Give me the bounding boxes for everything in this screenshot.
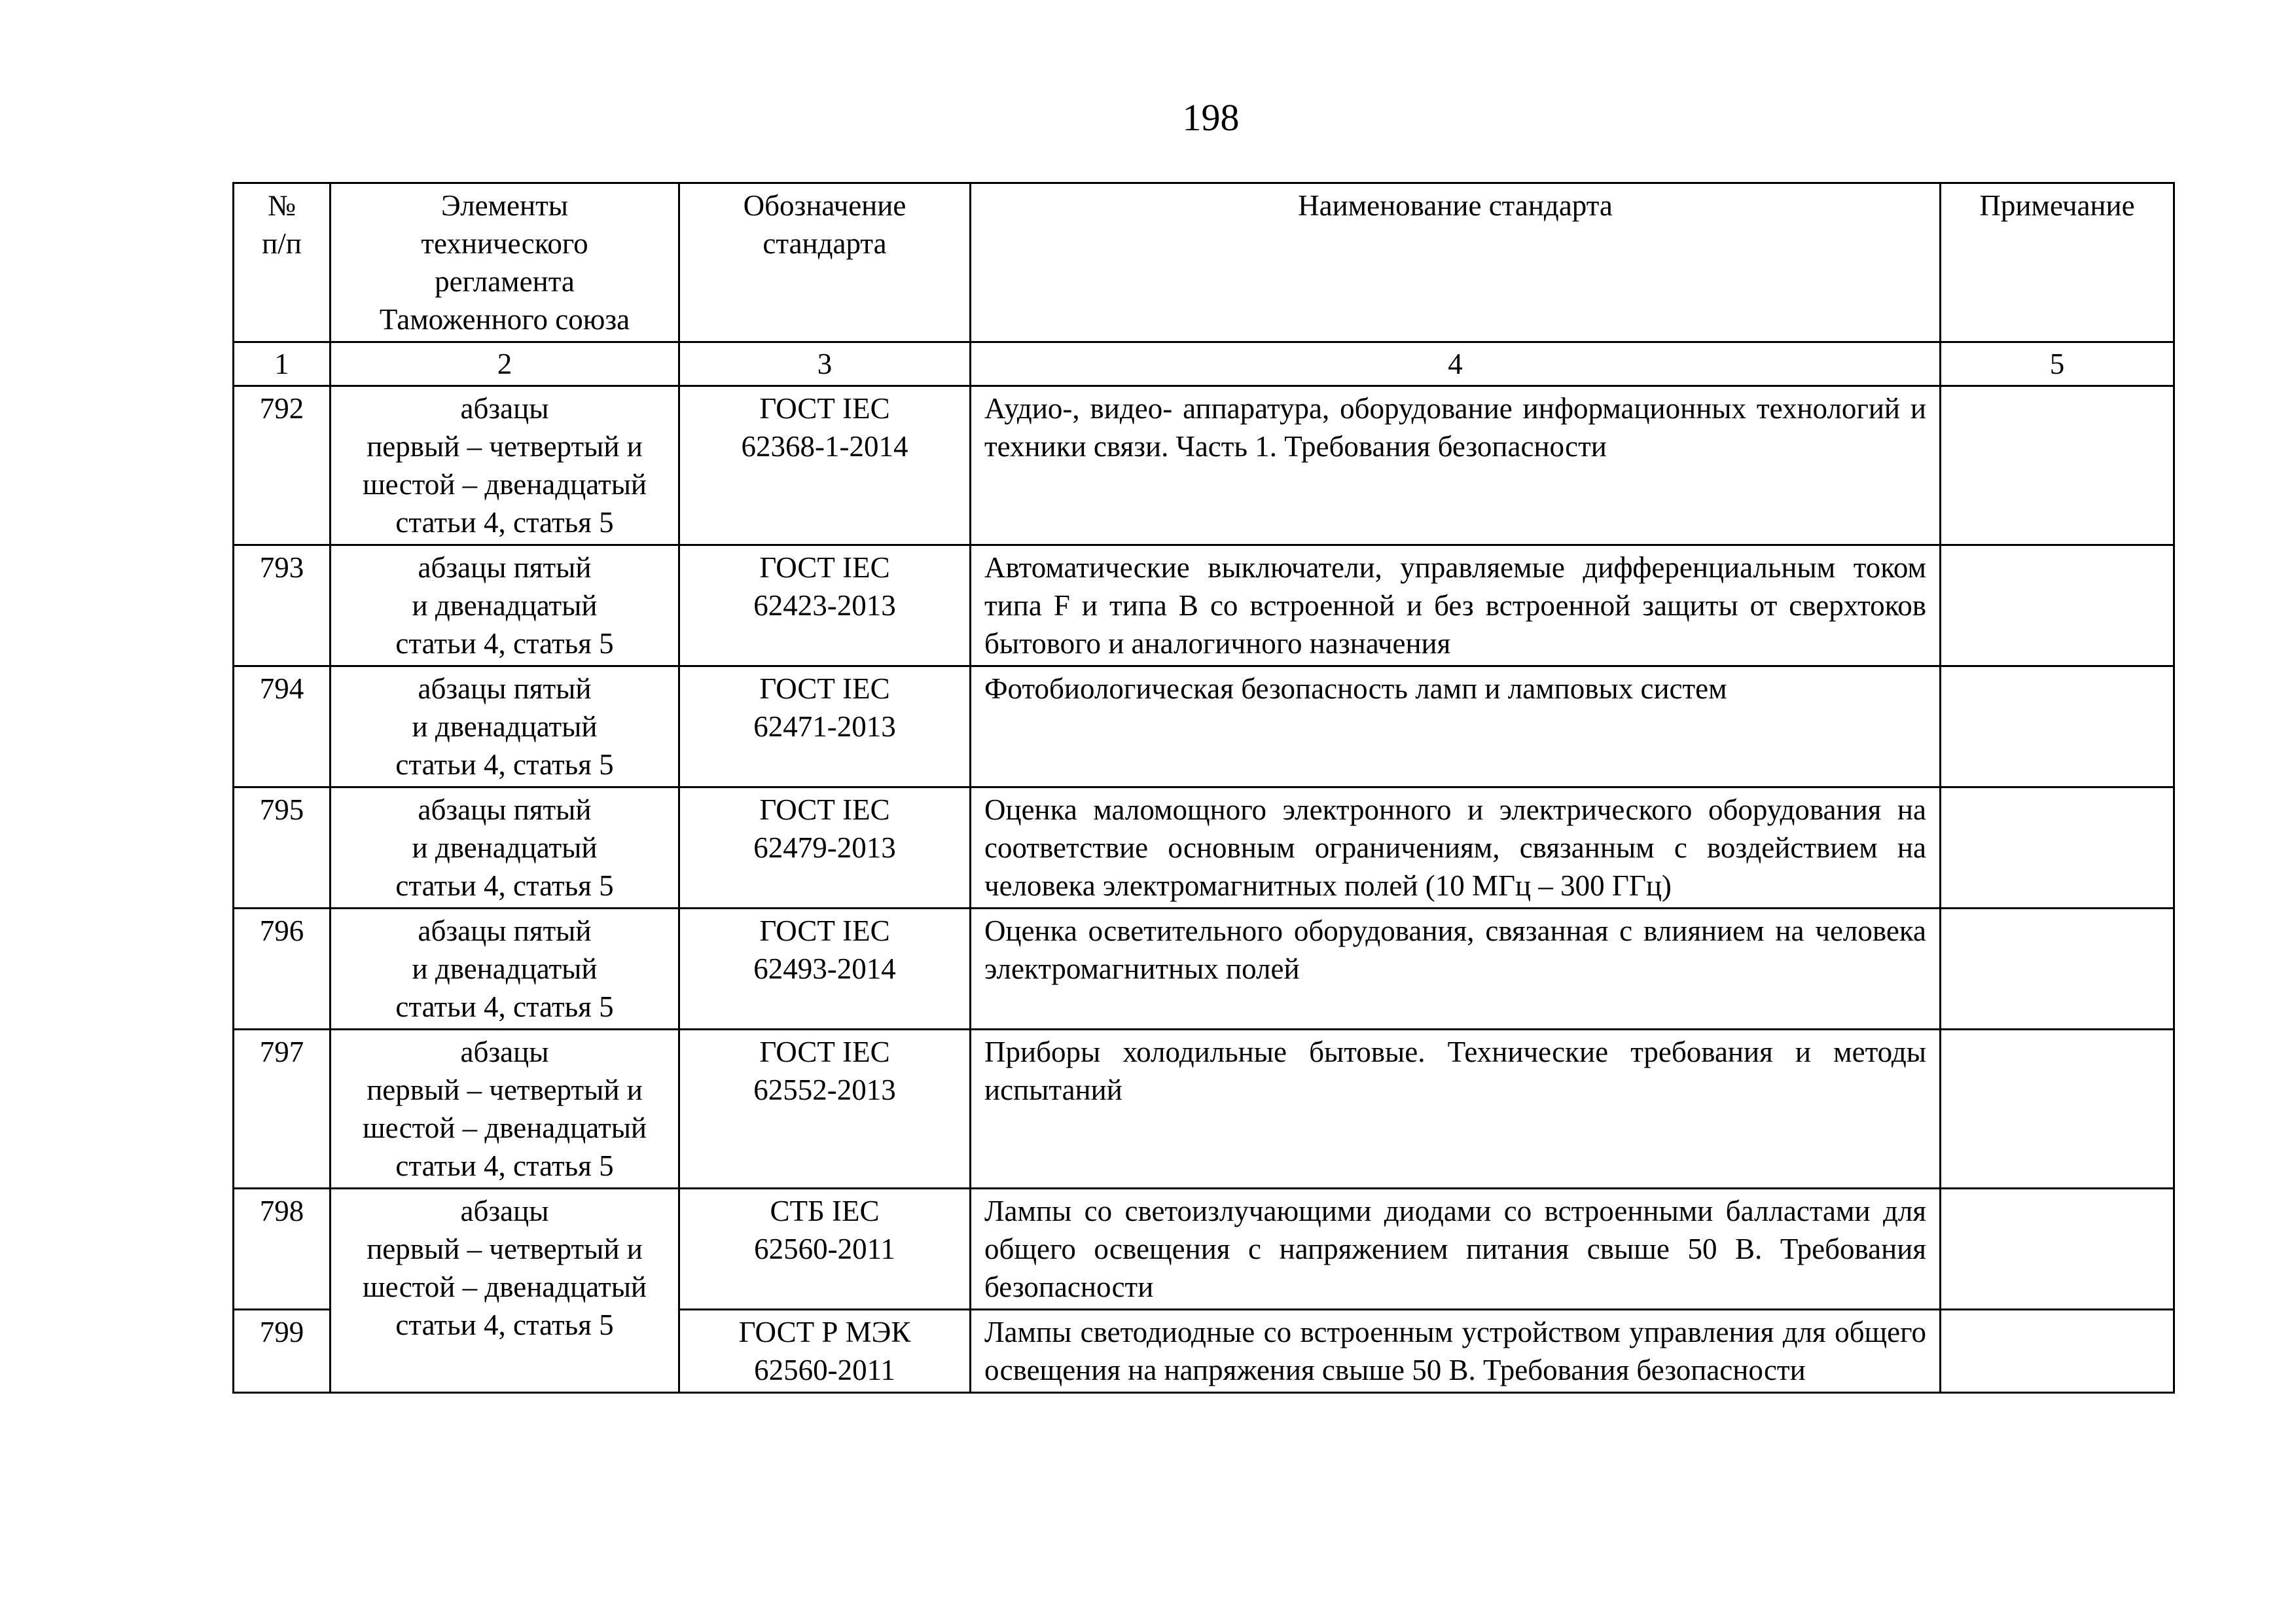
row-number: 795 — [234, 787, 331, 909]
note — [1941, 1189, 2174, 1310]
table-row — [234, 787, 2174, 909]
standards-table — [232, 182, 2175, 1394]
row-number: 796 — [234, 909, 331, 1030]
header-standard-designation: Обозначение стандарта — [679, 183, 971, 342]
table-row — [234, 386, 2174, 545]
standard-name: Лампы светодиодные со встроенным устройством управления для общего освещения на напряжения свыше 50 В. Требования безопасности — [971, 1310, 1941, 1393]
row-number: 793 — [234, 545, 331, 666]
standard-designation: ГОСТ IEC 62479-2013 — [679, 787, 971, 909]
regulation-elements: абзацы первый – четвертый и шестой – двенадцатый статьи 4, статья 5 — [331, 386, 679, 545]
regulation-elements: абзацы первый – четвертый и шестой – двенадцатый статьи 4, статья 5 — [331, 1030, 679, 1189]
column-number: 3 — [679, 342, 971, 386]
note — [1941, 1030, 2174, 1189]
standard-name: Лампы со светоизлучающими диодами со встроенными балластами для общего освещения с напряжением питания свыше 50 В. Требования безопасности — [971, 1189, 1941, 1310]
standard-designation: ГОСТ Р МЭК 62560-2011 — [679, 1310, 971, 1393]
note — [1941, 787, 2174, 909]
note — [1941, 386, 2174, 545]
standard-name: Фотобиологическая безопасность ламп и ламповых систем — [971, 666, 1941, 787]
column-number: 4 — [971, 342, 1941, 386]
column-number-row — [234, 342, 2174, 386]
table-row — [234, 666, 2174, 787]
page-number: 198 — [1182, 96, 1240, 139]
standard-designation: ГОСТ IEC 62368-1-2014 — [679, 386, 971, 545]
table-row — [234, 909, 2174, 1030]
standard-name: Оценка маломощного электронного и электрического оборудования на соответствие основным ограничениям, связанным с воздействием на человека электромагнитных полей (10 МГц – 300 ГГц) — [971, 787, 1941, 909]
note — [1941, 1310, 2174, 1393]
regulation-elements: абзацы пятый и двенадцатый статьи 4, статья 5 — [331, 666, 679, 787]
regulation-elements: абзацы пятый и двенадцатый статьи 4, статья 5 — [331, 787, 679, 909]
standard-name: Аудио-, видео- аппаратура, оборудование информационных технологий и техники связи. Часть 1. Требования безопасности — [971, 386, 1941, 545]
header-regulation-elements: Элементы технического регламента Таможенного союза — [331, 183, 679, 342]
table-row — [234, 1189, 2174, 1310]
table-header-row — [234, 183, 2174, 342]
standard-designation: ГОСТ IEC 62493-2014 — [679, 909, 971, 1030]
row-number: 798 — [234, 1189, 331, 1310]
regulation-elements: абзацы пятый и двенадцатый статьи 4, статья 5 — [331, 545, 679, 666]
note — [1941, 545, 2174, 666]
regulation-elements: абзацы первый – четвертый и шестой – двенадцатый статьи 4, статья 5 — [331, 1189, 679, 1393]
note — [1941, 909, 2174, 1030]
row-number: 799 — [234, 1310, 331, 1393]
column-number: 5 — [1941, 342, 2174, 386]
row-number: 792 — [234, 386, 331, 545]
standard-name: Приборы холодильные бытовые. Технические требования и методы испытаний — [971, 1030, 1941, 1189]
column-number: 2 — [331, 342, 679, 386]
standard-designation: ГОСТ IEC 62471-2013 — [679, 666, 971, 787]
header-note: Примечание — [1941, 183, 2174, 342]
note — [1941, 666, 2174, 787]
row-number: 794 — [234, 666, 331, 787]
row-number: 797 — [234, 1030, 331, 1189]
standard-designation: ГОСТ IEC 62423-2013 — [679, 545, 971, 666]
standard-designation: ГОСТ IEC 62552-2013 — [679, 1030, 971, 1189]
table-row — [234, 1030, 2174, 1189]
column-number: 1 — [234, 342, 331, 386]
standard-designation: СТБ IEC 62560-2011 — [679, 1189, 971, 1310]
standard-name: Автоматические выключатели, управляемые дифференциальным током типа F и типа B со встроенной и без встроенной защиты от сверхтоков бытового и аналогичного назначения — [971, 545, 1941, 666]
regulation-elements: абзацы пятый и двенадцатый статьи 4, статья 5 — [331, 909, 679, 1030]
standard-name: Оценка осветительного оборудования, связанная с влиянием на человека электромагнитных полей — [971, 909, 1941, 1030]
header-number: № п/п — [234, 183, 331, 342]
table-row — [234, 545, 2174, 666]
header-standard-name: Наименование стандарта — [971, 183, 1941, 342]
